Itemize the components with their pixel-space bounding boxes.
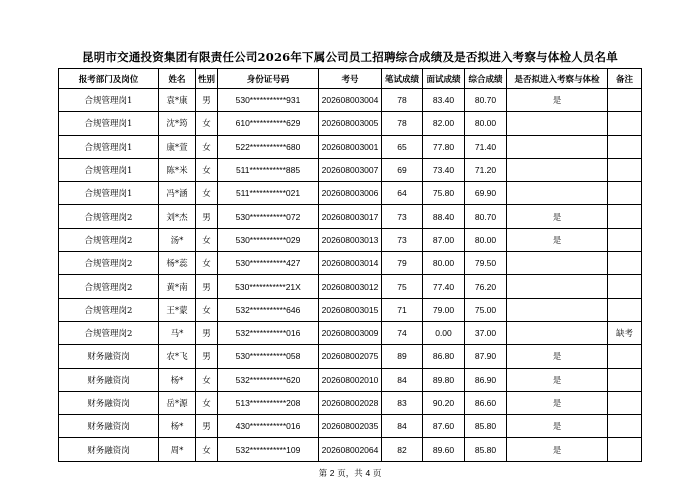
cell-department: 财务融资岗 — [59, 391, 159, 414]
header-gender: 性别 — [196, 69, 218, 89]
cell-exam-number: 202608003014 — [319, 252, 382, 275]
cell-name: 杨* — [159, 415, 196, 438]
cell-written-score: 73 — [382, 205, 423, 228]
cell-total-score: 75.00 — [465, 298, 507, 321]
footer-middle: 页，共 — [337, 469, 363, 479]
cell-department: 合规管理岗1 — [59, 89, 159, 112]
cell-selected: 是 — [507, 345, 608, 368]
cell-remarks — [608, 368, 642, 391]
cell-name: 汤* — [159, 228, 196, 251]
cell-exam-number: 202608003017 — [319, 205, 382, 228]
cell-id-number: 511***********885 — [218, 158, 319, 181]
cell-exam-number: 202608002035 — [319, 415, 382, 438]
cell-total-score: 80.70 — [465, 205, 507, 228]
cell-name: 王*蒙 — [159, 298, 196, 321]
cell-exam-number: 202608002075 — [319, 345, 382, 368]
table-row — [59, 252, 642, 275]
header-total-score: 综合成绩 — [465, 69, 507, 89]
cell-written-score: 65 — [382, 135, 423, 158]
table-header-row — [59, 69, 642, 89]
cell-gender: 女 — [196, 135, 218, 158]
header-written-score: 笔试成绩 — [382, 69, 423, 89]
cell-written-score: 73 — [382, 228, 423, 251]
cell-gender: 女 — [196, 182, 218, 205]
cell-written-score: 71 — [382, 298, 423, 321]
footer-suffix: 页 — [372, 469, 382, 479]
cell-department: 合规管理岗2 — [59, 252, 159, 275]
cell-selected — [507, 135, 608, 158]
header-selected: 是否拟进入考察与体检 — [507, 69, 608, 89]
cell-interview-score: 75.80 — [423, 182, 465, 205]
cell-total-score: 71.20 — [465, 158, 507, 181]
cell-gender: 女 — [196, 252, 218, 275]
cell-id-number: 532***********016 — [218, 321, 319, 344]
cell-exam-number: 202608002064 — [319, 438, 382, 461]
cell-department: 合规管理岗1 — [59, 135, 159, 158]
cell-interview-score: 0.00 — [423, 321, 465, 344]
cell-selected: 是 — [507, 391, 608, 414]
table-row — [59, 89, 642, 112]
footer-prefix: 第 — [318, 469, 328, 479]
cell-selected — [507, 298, 608, 321]
cell-remarks — [608, 89, 642, 112]
table-row — [59, 112, 642, 135]
cell-written-score: 79 — [382, 252, 423, 275]
cell-selected — [507, 158, 608, 181]
cell-selected: 是 — [507, 205, 608, 228]
cell-department: 合规管理岗2 — [59, 275, 159, 298]
cell-exam-number: 202608003012 — [319, 275, 382, 298]
cell-gender: 女 — [196, 438, 218, 461]
cell-written-score: 69 — [382, 158, 423, 181]
cell-selected: 是 — [507, 228, 608, 251]
cell-gender: 女 — [196, 112, 218, 135]
cell-id-number: 532***********620 — [218, 368, 319, 391]
cell-selected — [507, 275, 608, 298]
cell-name: 陈*米 — [159, 158, 196, 181]
header-remarks: 备注 — [608, 69, 642, 89]
cell-interview-score: 88.40 — [423, 205, 465, 228]
cell-total-score: 86.90 — [465, 368, 507, 391]
table-row — [59, 298, 642, 321]
cell-id-number: 430***********016 — [218, 415, 319, 438]
cell-interview-score: 87.00 — [423, 228, 465, 251]
table-row — [59, 415, 642, 438]
cell-interview-score: 80.00 — [423, 252, 465, 275]
cell-id-number: 530***********21X — [218, 275, 319, 298]
cell-name: 杨* — [159, 368, 196, 391]
cell-gender: 女 — [196, 368, 218, 391]
cell-id-number: 511***********021 — [218, 182, 319, 205]
cell-remarks — [608, 345, 642, 368]
cell-gender: 男 — [196, 205, 218, 228]
cell-department: 财务融资岗 — [59, 345, 159, 368]
cell-exam-number: 202608003006 — [319, 182, 382, 205]
cell-department: 合规管理岗2 — [59, 298, 159, 321]
cell-interview-score: 77.40 — [423, 275, 465, 298]
cell-written-score: 78 — [382, 112, 423, 135]
cell-written-score: 75 — [382, 275, 423, 298]
cell-exam-number: 202608003013 — [319, 228, 382, 251]
cell-gender: 男 — [196, 415, 218, 438]
cell-exam-number: 202608003004 — [319, 89, 382, 112]
page-footer — [0, 467, 700, 479]
cell-id-number: 530***********931 — [218, 89, 319, 112]
cell-exam-number: 202608003005 — [319, 112, 382, 135]
cell-gender: 女 — [196, 298, 218, 321]
cell-remarks — [608, 415, 642, 438]
cell-remarks — [608, 182, 642, 205]
cell-interview-score: 90.20 — [423, 391, 465, 414]
cell-written-score: 84 — [382, 368, 423, 391]
cell-remarks: 缺考 — [608, 321, 642, 344]
cell-gender: 男 — [196, 345, 218, 368]
cell-gender: 女 — [196, 158, 218, 181]
cell-total-score: 80.70 — [465, 89, 507, 112]
cell-gender: 女 — [196, 391, 218, 414]
cell-gender: 男 — [196, 321, 218, 344]
cell-written-score: 82 — [382, 438, 423, 461]
header-name: 姓名 — [159, 69, 196, 89]
cell-department: 财务融资岗 — [59, 415, 159, 438]
cell-id-number: 513***********208 — [218, 391, 319, 414]
cell-selected — [507, 182, 608, 205]
cell-total-score: 85.80 — [465, 438, 507, 461]
cell-total-score: 37.00 — [465, 321, 507, 344]
document-title: 昆明市交通投资集团有限责任公司2026年下属公司员工招聘综合成绩及是否拟进入考察与体检人员名单 — [82, 50, 618, 64]
cell-interview-score: 82.00 — [423, 112, 465, 135]
cell-name: 黄*南 — [159, 275, 196, 298]
cell-selected — [507, 112, 608, 135]
cell-selected — [507, 252, 608, 275]
cell-name: 周* — [159, 438, 196, 461]
cell-name: 沈*筠 — [159, 112, 196, 135]
table-row — [59, 345, 642, 368]
cell-selected — [507, 321, 608, 344]
cell-id-number: 530***********427 — [218, 252, 319, 275]
cell-name: 冯*涵 — [159, 182, 196, 205]
results-table — [58, 68, 642, 462]
cell-interview-score: 83.40 — [423, 89, 465, 112]
cell-remarks — [608, 205, 642, 228]
cell-remarks — [608, 298, 642, 321]
cell-remarks — [608, 391, 642, 414]
cell-id-number: 530***********072 — [218, 205, 319, 228]
table-row — [59, 321, 642, 344]
table-row — [59, 182, 642, 205]
cell-remarks — [608, 112, 642, 135]
header-id-number: 身份证号码 — [218, 69, 319, 89]
cell-total-score: 79.50 — [465, 252, 507, 275]
cell-department: 合规管理岗2 — [59, 321, 159, 344]
cell-department: 合规管理岗1 — [59, 182, 159, 205]
header-interview-score: 面试成绩 — [423, 69, 465, 89]
cell-exam-number: 202608003007 — [319, 158, 382, 181]
cell-selected: 是 — [507, 415, 608, 438]
cell-exam-number: 202608003001 — [319, 135, 382, 158]
cell-total-score: 80.00 — [465, 112, 507, 135]
cell-exam-number: 202608003009 — [319, 321, 382, 344]
cell-gender: 男 — [196, 275, 218, 298]
cell-gender: 男 — [196, 89, 218, 112]
cell-total-score: 86.60 — [465, 391, 507, 414]
cell-department: 财务融资岗 — [59, 438, 159, 461]
cell-selected: 是 — [507, 438, 608, 461]
cell-id-number: 610***********629 — [218, 112, 319, 135]
cell-total-score: 69.90 — [465, 182, 507, 205]
cell-interview-score: 89.60 — [423, 438, 465, 461]
cell-interview-score: 87.60 — [423, 415, 465, 438]
cell-written-score: 64 — [382, 182, 423, 205]
cell-department: 财务融资岗 — [59, 368, 159, 391]
table-row — [59, 368, 642, 391]
footer-page-number: 2 — [329, 468, 335, 478]
cell-department: 合规管理岗1 — [59, 112, 159, 135]
table-row — [59, 135, 642, 158]
table-row — [59, 391, 642, 414]
cell-id-number: 522***********680 — [218, 135, 319, 158]
cell-department: 合规管理岗2 — [59, 205, 159, 228]
table-row — [59, 228, 642, 251]
cell-remarks — [608, 438, 642, 461]
cell-name: 马* — [159, 321, 196, 344]
cell-interview-score: 89.80 — [423, 368, 465, 391]
cell-interview-score: 73.40 — [423, 158, 465, 181]
cell-interview-score: 86.80 — [423, 345, 465, 368]
cell-total-score: 80.00 — [465, 228, 507, 251]
cell-total-score: 87.90 — [465, 345, 507, 368]
table-row — [59, 158, 642, 181]
cell-total-score: 76.20 — [465, 275, 507, 298]
cell-interview-score: 77.80 — [423, 135, 465, 158]
footer-total-pages: 4 — [365, 468, 371, 478]
cell-selected: 是 — [507, 368, 608, 391]
cell-department: 合规管理岗2 — [59, 228, 159, 251]
cell-total-score: 71.40 — [465, 135, 507, 158]
cell-remarks — [608, 228, 642, 251]
cell-remarks — [608, 135, 642, 158]
cell-id-number: 532***********109 — [218, 438, 319, 461]
header-exam-number: 考号 — [319, 69, 382, 89]
cell-written-score: 78 — [382, 89, 423, 112]
header-department: 报考部门及岗位 — [59, 69, 159, 89]
cell-name: 康*萱 — [159, 135, 196, 158]
cell-name: 杨*蕊 — [159, 252, 196, 275]
cell-written-score: 89 — [382, 345, 423, 368]
table-row — [59, 205, 642, 228]
cell-written-score: 83 — [382, 391, 423, 414]
table-row — [59, 438, 642, 461]
cell-remarks — [608, 158, 642, 181]
cell-gender: 女 — [196, 228, 218, 251]
cell-id-number: 530***********029 — [218, 228, 319, 251]
cell-total-score: 85.80 — [465, 415, 507, 438]
cell-written-score: 84 — [382, 415, 423, 438]
cell-id-number: 532***********646 — [218, 298, 319, 321]
cell-remarks — [608, 252, 642, 275]
cell-name: 刘*杰 — [159, 205, 196, 228]
cell-exam-number: 202608002028 — [319, 391, 382, 414]
cell-name: 岳*源 — [159, 391, 196, 414]
cell-name: 农*飞 — [159, 345, 196, 368]
cell-name: 袁*康 — [159, 89, 196, 112]
cell-exam-number: 202608002010 — [319, 368, 382, 391]
cell-id-number: 530***********058 — [218, 345, 319, 368]
cell-interview-score: 79.00 — [423, 298, 465, 321]
cell-written-score: 74 — [382, 321, 423, 344]
cell-exam-number: 202608003015 — [319, 298, 382, 321]
cell-remarks — [608, 275, 642, 298]
cell-selected: 是 — [507, 89, 608, 112]
table-row — [59, 275, 642, 298]
cell-department: 合规管理岗1 — [59, 158, 159, 181]
